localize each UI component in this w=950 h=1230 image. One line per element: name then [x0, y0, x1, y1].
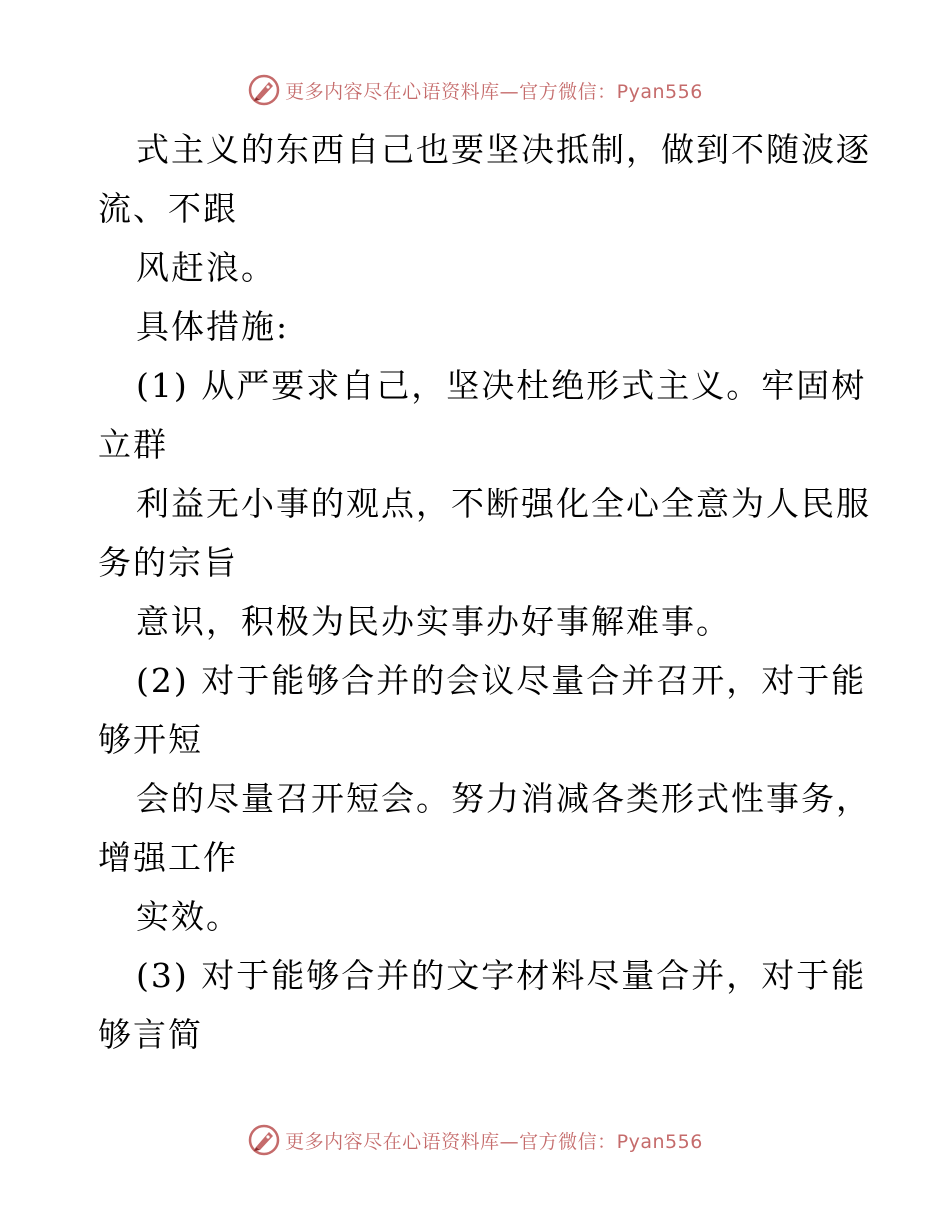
body-line: 式主义的东西自己也要坚决抵制，做到不随波逐 [136, 130, 871, 169]
body-line: 增强工作 [98, 838, 238, 877]
body-line: 立群 [98, 425, 168, 464]
footer-banner-text: 更多内容尽在心语资料库—官方微信：Pyan556 [285, 1130, 703, 1153]
body-line: (2) 对于能够合并的会议尽量合并召开，对于能 [136, 661, 867, 700]
body-line: 流、不跟 [98, 189, 238, 228]
body-line: 务的宗旨 [98, 543, 238, 582]
body-line: 实效。 [136, 897, 241, 936]
body-line: 够言简 [98, 1015, 203, 1054]
footer-banner [0, 1120, 950, 1160]
body-line: 风赶浪。 [136, 248, 276, 287]
body-line: 意识，积极为民办实事办好事解难事。 [136, 602, 731, 641]
pen-nib-logo-icon [247, 73, 281, 107]
body-line: 利益无小事的观点，不断强化全心全意为人民服 [136, 484, 871, 523]
document-body [98, 120, 871, 1064]
header-banner-text: 更多内容尽在心语资料库—官方微信：Pyan556 [285, 80, 703, 103]
body-line: 会的尽量召开短会。努力消减各类形式性事务， [136, 779, 871, 818]
body-line: 够开短 [98, 720, 203, 759]
body-line: 具体措施: [136, 307, 290, 346]
body-line: (1) 从严要求自己，坚决杜绝形式主义。牢固树 [136, 366, 867, 405]
body-line: (3) 对于能够合并的文字材料尽量合并，对于能 [136, 956, 867, 995]
pen-nib-logo-icon [247, 1123, 281, 1157]
header-banner [0, 70, 950, 110]
